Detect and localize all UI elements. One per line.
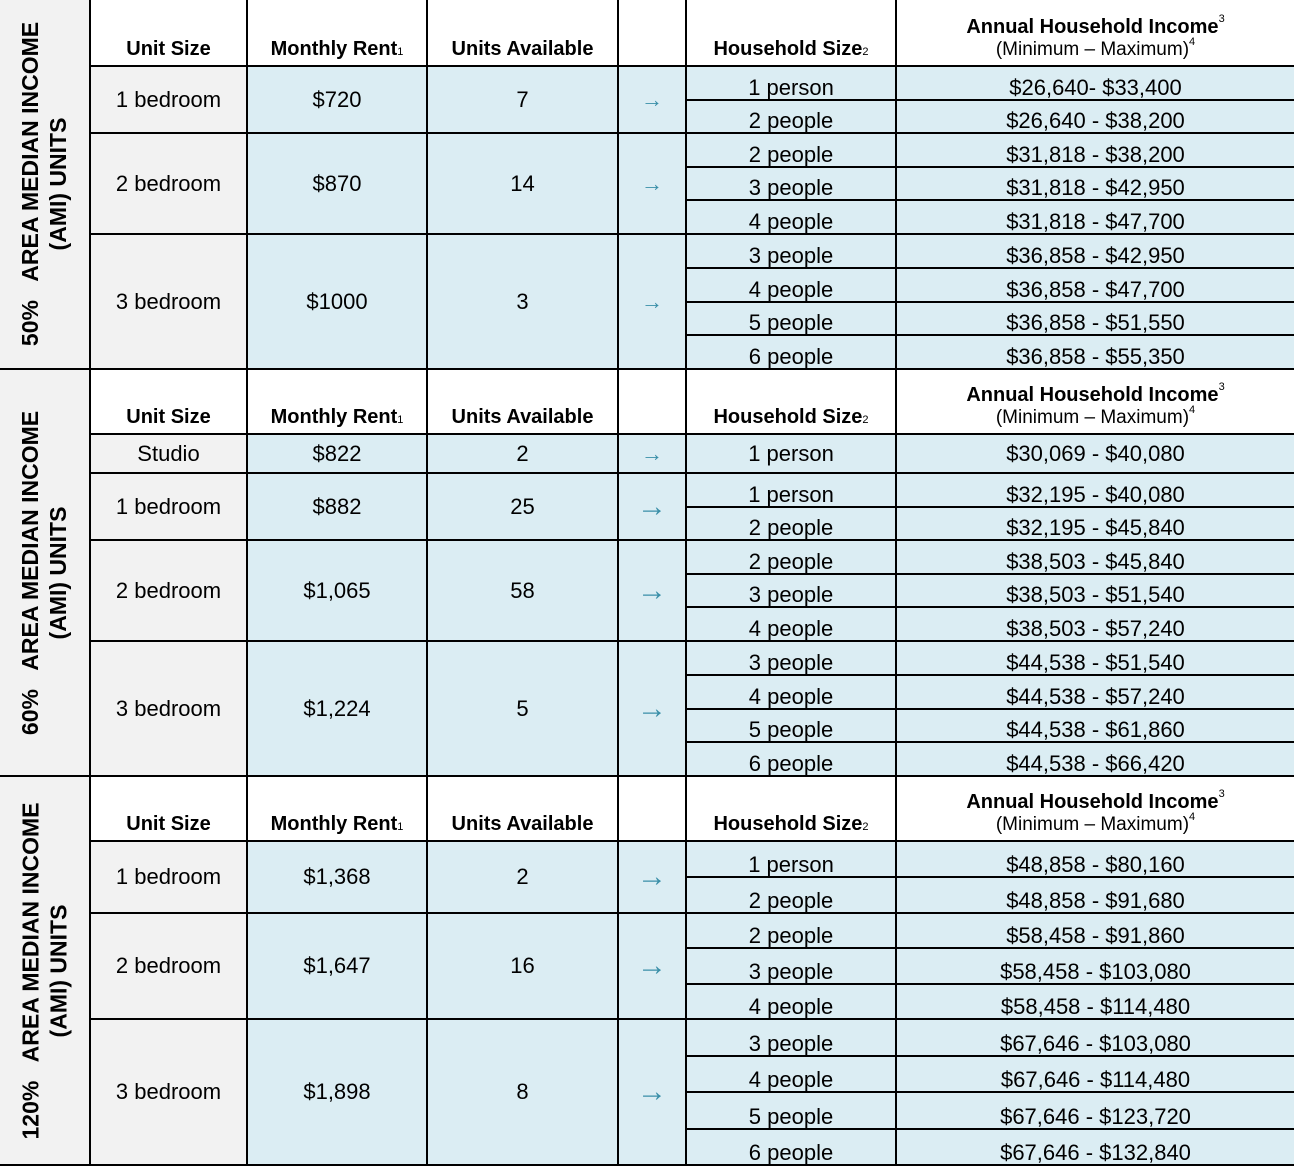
header-text: Monthly Rent [270,813,398,835]
header-text: Monthly Rent [270,406,398,428]
monthly-rent-cell: $1,224 [248,642,428,777]
income-range-cell: $31,818 - $42,950 [897,168,1294,201]
income-range-cell: $44,538 - $57,240 [897,676,1294,710]
unit-size-cell: Studio [91,435,248,474]
footnote-marker: 2 [862,821,869,833]
household-size-cell: 2 people [687,101,897,134]
household-size-cell: 6 people [687,1130,897,1166]
income-range-cell: $36,858 - $55,350 [897,336,1294,370]
header-units-available [428,777,619,842]
header-text: Unit Size [126,406,211,428]
units-available-cell: 2 [428,435,619,474]
header-subtext: (Minimum – Maximum) [995,814,1190,835]
household-size-cell: 2 people [687,914,897,949]
section-label [0,0,91,370]
arrow-icon: → [619,1020,687,1166]
units-available-cell: 7 [428,67,619,134]
household-size-cell: 2 people [687,508,897,541]
income-range-cell: $67,646 - $132,840 [897,1130,1294,1166]
income-range-cell: $58,458 - $103,080 [897,949,1294,985]
monthly-rent-cell: $1000 [248,235,428,370]
household-size-cell: 2 people [687,541,897,575]
section-label-line1: 50% AREA MEDIAN INCOME [17,21,44,347]
section-label-line1: 60% AREA MEDIAN INCOME [17,410,44,735]
unit-size-cell: 1 bedroom [91,474,248,541]
header-monthly-rent [248,0,428,67]
household-size-cell: 2 people [687,134,897,168]
units-available-cell: 8 [428,1020,619,1166]
arrow-icon: → [619,435,687,474]
header-unit-size [91,370,248,435]
unit-size-cell: 2 bedroom [91,134,248,235]
income-range-cell: $31,818 - $47,700 [897,201,1294,235]
footnote-marker: 3 [1218,381,1225,393]
header-text: Monthly Rent [270,38,398,60]
income-range-cell: $32,195 - $45,840 [897,508,1294,541]
header-text: Unit Size [126,813,211,835]
units-available-cell: 16 [428,914,619,1020]
household-size-cell: 4 people [687,269,897,303]
units-available-cell: 58 [428,541,619,642]
header-unit-size [91,0,248,67]
units-available-cell: 5 [428,642,619,777]
units-available-cell: 2 [428,842,619,914]
household-size-cell: 3 people [687,642,897,676]
monthly-rent-cell: $1,898 [248,1020,428,1166]
section-label-text [17,802,73,1139]
header-text: Units Available [451,406,594,428]
income-range-cell: $67,646 - $123,720 [897,1093,1294,1130]
household-size-cell: 3 people [687,168,897,201]
monthly-rent-cell: $1,368 [248,842,428,914]
section-label-line2: (AMI) UNITS [45,117,72,251]
header-text: Household Size [713,406,863,428]
household-size-cell: 4 people [687,676,897,710]
footnote-marker: 4 [1189,404,1196,416]
header-household-size [687,370,897,435]
section-label-line2: (AMI) UNITS [45,506,72,639]
header-household-size [687,777,897,842]
income-range-cell: $31,818 - $38,200 [897,134,1294,168]
header-monthly-rent [248,370,428,435]
income-range-cell: $36,858 - $42,950 [897,235,1294,269]
header-arrow-blank [619,0,687,67]
monthly-rent-cell: $720 [248,67,428,134]
units-available-cell: 14 [428,134,619,235]
income-range-cell: $48,858 - $80,160 [897,842,1294,878]
section-label-line1: 120% AREA MEDIAN INCOME [17,802,44,1139]
header-household-size [687,0,897,67]
income-range-cell: $36,858 - $51,550 [897,303,1294,336]
income-range-cell: $67,646 - $103,080 [897,1020,1294,1057]
arrow-icon: → [619,914,687,1020]
footnote-marker: 4 [1189,36,1196,48]
footnote-marker: 3 [1218,13,1225,25]
header-monthly-rent [248,777,428,842]
arrow-icon: → [619,474,687,541]
footnote-marker: 4 [1189,811,1196,823]
household-size-cell: 5 people [687,1093,897,1130]
household-size-cell: 5 people [687,303,897,336]
income-range-cell: $44,538 - $61,860 [897,710,1294,743]
header-arrow-blank [619,370,687,435]
footnote-marker: 1 [397,821,404,833]
unit-size-cell: 3 bedroom [91,642,248,777]
household-size-cell: 1 person [687,842,897,878]
arrow-icon: → [619,642,687,777]
header-unit-size [91,777,248,842]
header-units-available [428,0,619,67]
household-size-cell: 4 people [687,1057,897,1093]
units-available-cell: 3 [428,235,619,370]
income-range-cell: $26,640- $33,400 [897,67,1294,101]
income-range-cell: $58,458 - $114,480 [897,985,1294,1020]
income-range-cell: $67,646 - $114,480 [897,1057,1294,1093]
section-label-line2: (AMI) UNITS [45,904,72,1037]
header-text: Annual Household Income [966,384,1219,406]
household-size-cell: 3 people [687,235,897,269]
unit-size-cell: 3 bedroom [91,235,248,370]
income-range-cell: $48,858 - $91,680 [897,878,1294,914]
unit-size-cell: 1 bedroom [91,842,248,914]
footnote-marker: 1 [397,46,404,58]
footnote-marker: 1 [397,414,404,426]
header-text: Household Size [713,813,863,835]
header-text: Household Size [713,38,863,60]
unit-size-cell: 2 bedroom [91,914,248,1020]
header-annual-income [897,0,1294,67]
header-annual-income [897,777,1294,842]
household-size-cell: 4 people [687,985,897,1020]
income-range-cell: $36,858 - $47,700 [897,269,1294,303]
unit-size-cell: 3 bedroom [91,1020,248,1166]
header-annual-income [897,370,1294,435]
section-label-text [17,410,73,734]
income-range-cell: $44,538 - $51,540 [897,642,1294,676]
section-label [0,777,91,1166]
footnote-marker: 3 [1218,788,1225,800]
section-label [0,370,91,777]
income-range-cell: $44,538 - $66,420 [897,743,1294,777]
section-label-text [17,22,73,346]
footnote-marker: 2 [862,414,869,426]
household-size-cell: 6 people [687,743,897,777]
monthly-rent-cell: $882 [248,474,428,541]
household-size-cell: 3 people [687,1020,897,1057]
household-size-cell: 3 people [687,575,897,608]
household-size-cell: 5 people [687,710,897,743]
header-subtext: (Minimum – Maximum) [995,39,1190,60]
household-size-cell: 3 people [687,949,897,985]
header-subtext: (Minimum – Maximum) [995,407,1190,428]
monthly-rent-cell: $1,065 [248,541,428,642]
monthly-rent-cell: $1,647 [248,914,428,1020]
household-size-cell: 1 person [687,474,897,508]
header-text: Unit Size [126,38,211,60]
monthly-rent-cell: $870 [248,134,428,235]
header-units-available [428,370,619,435]
income-range-cell: $38,503 - $51,540 [897,575,1294,608]
unit-size-cell: 1 bedroom [91,67,248,134]
income-range-cell: $26,640 - $38,200 [897,101,1294,134]
arrow-icon: → [619,235,687,370]
arrow-icon: → [619,134,687,235]
unit-size-cell: 2 bedroom [91,541,248,642]
household-size-cell: 6 people [687,336,897,370]
arrow-icon: → [619,541,687,642]
household-size-cell: 1 person [687,435,897,474]
header-text: Units Available [451,38,594,60]
income-range-cell: $38,503 - $57,240 [897,608,1294,642]
household-size-cell: 2 people [687,878,897,914]
monthly-rent-cell: $822 [248,435,428,474]
household-size-cell: 4 people [687,201,897,235]
header-arrow-blank [619,777,687,842]
header-text: Annual Household Income [966,791,1219,813]
household-size-cell: 4 people [687,608,897,642]
header-text: Annual Household Income [966,16,1219,38]
income-range-cell: $30,069 - $40,080 [897,435,1294,474]
income-range-cell: $58,458 - $91,860 [897,914,1294,949]
header-text: Units Available [451,813,594,835]
arrow-icon: → [619,842,687,914]
units-available-cell: 25 [428,474,619,541]
footnote-marker: 2 [862,46,869,58]
arrow-icon: → [619,67,687,134]
income-range-cell: $38,503 - $45,840 [897,541,1294,575]
household-size-cell: 1 person [687,67,897,101]
income-range-cell: $32,195 - $40,080 [897,474,1294,508]
